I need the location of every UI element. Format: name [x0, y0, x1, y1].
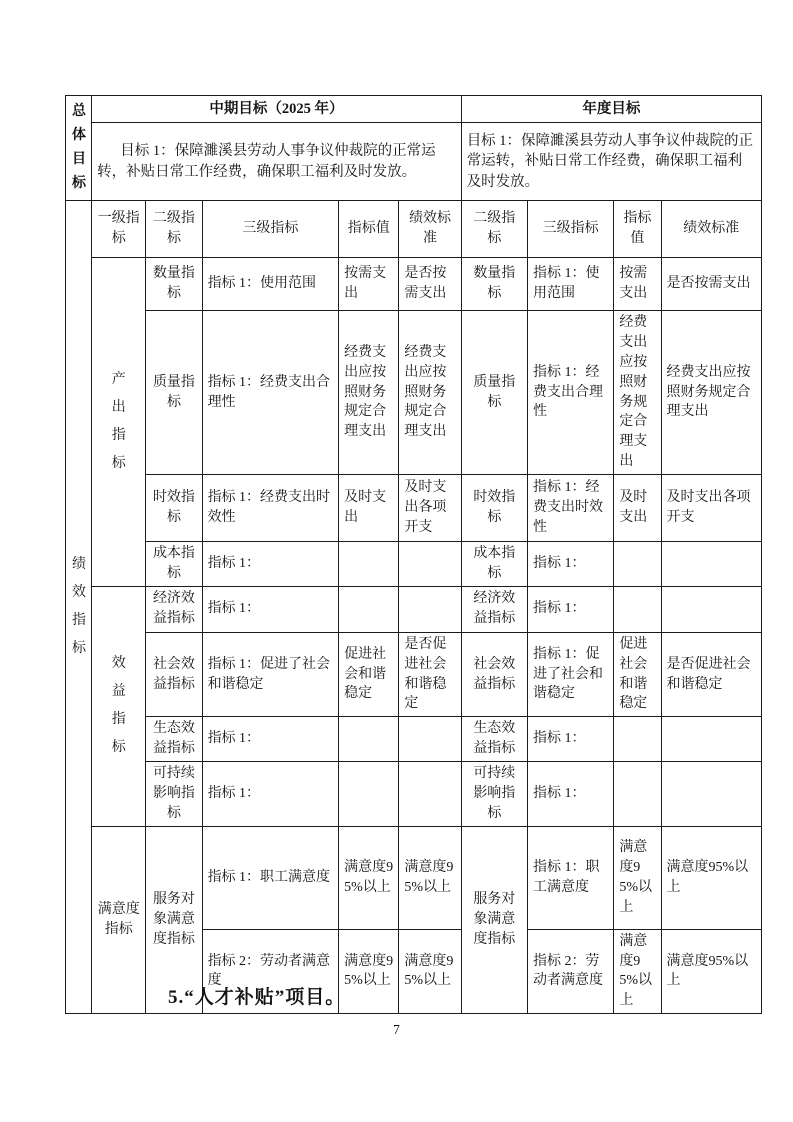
performance-standard: [661, 762, 762, 827]
performance-standard: 满意度95%以上: [399, 929, 461, 1014]
level3-indicator: 指标 1：经费支出合理性: [202, 311, 339, 475]
indicator-value: [614, 542, 661, 587]
level2-indicator: 成本指标: [461, 542, 527, 587]
performance-standard: [661, 586, 762, 632]
level2-indicator: 数量指标: [146, 258, 202, 311]
column-header: 绩效标准: [661, 201, 762, 258]
performance-standard: 及时支出各项开支: [661, 475, 762, 542]
overall-goal-label-text: 总体目标: [72, 103, 87, 192]
indicator-row: [66, 586, 762, 632]
level1-indicator: [92, 586, 146, 826]
level3-indicator: 指标 1：经费支出合理性: [527, 311, 613, 475]
level2-indicator: 服务对象满意度指标: [461, 826, 527, 1014]
level3-indicator: 指标 1：使用范围: [527, 258, 613, 311]
indicator-value: [339, 762, 399, 827]
performance-standard: 满意度95%以上: [661, 826, 762, 929]
level3-indicator: 指标 1：促进了社会和谐稳定: [527, 632, 613, 717]
performance-standard: 是否促进社会和谐稳定: [661, 632, 762, 717]
level3-indicator: 指标 2：劳动者满意度: [527, 929, 613, 1014]
indicator-value: [614, 717, 661, 762]
indicator-value: 经费支出应按照财务规定合理支出: [339, 311, 399, 475]
indicator-value: [339, 717, 399, 762]
level2-indicator: 服务对象满意度指标: [146, 826, 202, 1014]
performance-standard: 是否促进社会和谐稳定: [399, 632, 461, 717]
column-header: 三级指标: [527, 201, 613, 258]
performance-standard: 满意度95%以上: [399, 826, 461, 929]
performance-standard: [399, 586, 461, 632]
midterm-goal-header: 中期目标（2025 年）: [92, 96, 462, 123]
level3-indicator: 指标 1：: [527, 717, 613, 762]
level3-indicator: 指标 1：经费支出时效性: [202, 475, 339, 542]
indicator-value: 满意度95%以上: [339, 826, 399, 929]
column-header: 二级指标: [461, 201, 527, 258]
indicator-row: [66, 632, 762, 717]
overall-goal-label: [66, 96, 92, 201]
level1-indicator-text: 效益指标: [111, 656, 126, 756]
performance-standard: 满意度95%以上: [661, 929, 762, 1014]
performance-standard: [399, 717, 461, 762]
indicator-value: [339, 542, 399, 587]
indicator-value: 促进社会和谐稳定: [614, 632, 661, 717]
section-heading: 5.“人才补贴”项目。: [168, 987, 346, 1008]
level3-indicator: 指标 1：: [202, 717, 339, 762]
level2-indicator: 经济效益指标: [146, 586, 202, 632]
level2-indicator: 生态效益指标: [146, 717, 202, 762]
performance-indicators-label: [66, 201, 92, 1014]
level2-indicator: 社会效益指标: [146, 632, 202, 717]
indicator-value: 经费支出应按照财务规定合理支出: [614, 311, 661, 475]
indicator-value: 按需支出: [339, 258, 399, 311]
level3-indicator: 指标 1：: [527, 542, 613, 587]
level3-indicator: 指标 1：: [527, 586, 613, 632]
level3-indicator: 指标 1：: [202, 762, 339, 827]
indicator-value: 满意度95%以上: [339, 929, 399, 1014]
level1-indicator: 满意度指标: [92, 826, 146, 1014]
column-header: 一级指标: [92, 201, 146, 258]
indicator-value: 按需支出: [614, 258, 661, 311]
performance-standard: [661, 542, 762, 587]
level1-indicator-text: 产出指标: [111, 371, 126, 471]
level2-indicator: 经济效益指标: [461, 586, 527, 632]
indicator-value: [614, 586, 661, 632]
column-header: 三级指标: [202, 201, 339, 258]
level3-indicator: 指标 1：职工满意度: [202, 826, 339, 929]
indicator-row: [66, 762, 762, 827]
column-header: 绩效标准: [399, 201, 461, 258]
level2-indicator: 成本指标: [146, 542, 202, 587]
level3-indicator: 指标 1：促进了社会和谐稳定: [202, 632, 339, 717]
indicator-row: [66, 475, 762, 542]
performance-standard: [399, 762, 461, 827]
performance-standard: 及时支出各项开支: [399, 475, 461, 542]
level2-indicator: 数量指标: [461, 258, 527, 311]
level2-indicator: 时效指标: [146, 475, 202, 542]
column-header: 指标值: [339, 201, 399, 258]
midterm-goal-text: 目标 1：保障濉溪县劳动人事争议仲裁院的正常运转，补贴日常工作经费，确保职工福利及时发放。: [92, 123, 462, 201]
indicator-row: [66, 717, 762, 762]
level2-indicator: 质量指标: [146, 311, 202, 475]
indicator-value: [614, 762, 661, 827]
annual-goal-text: 目标 1：保障濉溪县劳动人事争议仲裁院的正常运转，补贴日常工作经费，确保职工福利及时发放。: [461, 123, 761, 201]
level1-indicator: [92, 258, 146, 587]
level2-indicator: 社会效益指标: [461, 632, 527, 717]
level2-indicator: 质量指标: [461, 311, 527, 475]
indicator-row: [66, 826, 762, 929]
indicator-value: 满意度95%以上: [614, 929, 661, 1014]
indicator-value: 满意度95%以上: [614, 826, 661, 929]
indicator-row: [66, 542, 762, 587]
level3-indicator: 指标 1：使用范围: [202, 258, 339, 311]
level3-indicator: 指标 1：: [202, 586, 339, 632]
level3-indicator: 指标 1：: [202, 542, 339, 587]
level3-indicator: 指标 1：经费支出时效性: [527, 475, 613, 542]
level3-indicator: 指标 2：劳动者满意度: [202, 929, 339, 1014]
performance-standard: 是否按需支出: [399, 258, 461, 311]
level3-indicator: 指标 1：职工满意度: [527, 826, 613, 929]
level2-indicator: 生态效益指标: [461, 717, 527, 762]
level2-indicator: 时效指标: [461, 475, 527, 542]
performance-indicators-table: [65, 95, 762, 1014]
indicator-value: [339, 586, 399, 632]
performance-standard: 经费支出应按照财务规定合理支出: [661, 311, 762, 475]
performance-standard: [399, 542, 461, 587]
performance-standard: 是否按需支出: [661, 258, 762, 311]
indicator-row: [66, 258, 762, 311]
indicator-value: 及时支出: [614, 475, 661, 542]
indicator-value: 促进社会和谐稳定: [339, 632, 399, 717]
level3-indicator: 指标 1：: [527, 762, 613, 827]
indicator-row: [66, 311, 762, 475]
level2-indicator: 可持续影响指标: [146, 762, 202, 827]
page-number: 7: [393, 1022, 400, 1037]
performance-standard: 经费支出应按照财务规定合理支出: [399, 311, 461, 475]
column-header: 指标值: [614, 201, 661, 258]
performance-standard: [661, 717, 762, 762]
level2-indicator: 可持续影响指标: [461, 762, 527, 827]
indicator-value: 及时支出: [339, 475, 399, 542]
annual-goal-header: 年度目标: [461, 96, 761, 123]
performance-indicators-label-text: 绩效指标: [72, 557, 87, 657]
column-header: 二级指标: [146, 201, 202, 258]
